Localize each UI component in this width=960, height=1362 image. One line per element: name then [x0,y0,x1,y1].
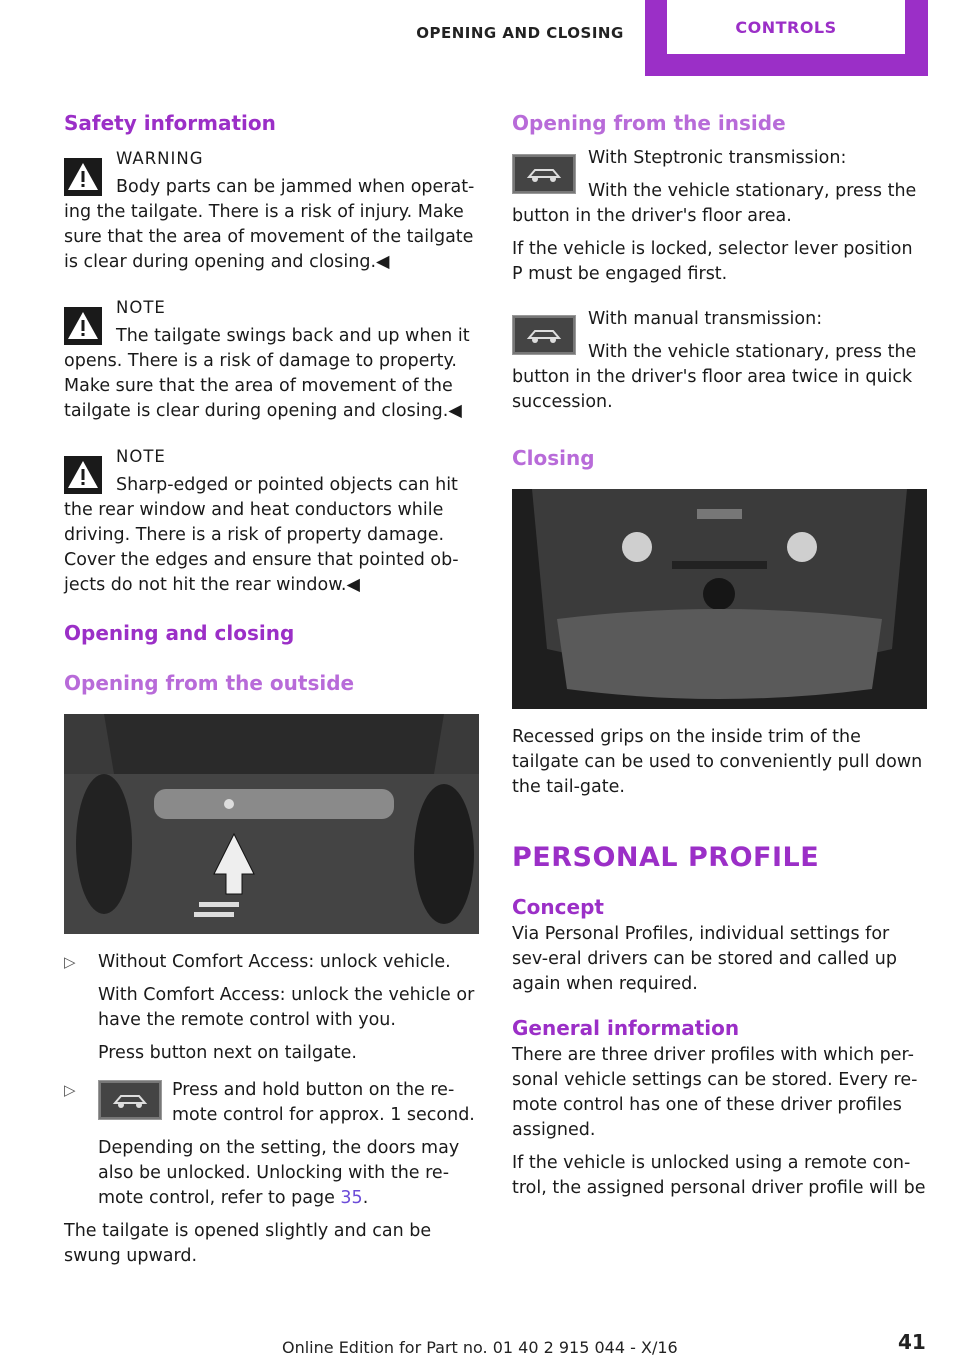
inside-heading: Opening from the inside [512,111,786,135]
figure-caption: Recessed grips on the inside trim of the tailgate can be used to conveniently pull down the tail-gate. [512,727,923,797]
paragraph: The tailgate is opened slightly and can be swung upward. [64,1221,432,1266]
bullet-text [98,1136,479,1211]
warning-triangle-icon [64,158,102,196]
left-column [64,108,479,1269]
steptronic-row [512,146,927,179]
tailgate-button-icon [512,154,576,194]
paragraph: With manual transmission: [588,309,823,329]
paragraph: With the vehicle stationary, press the button in the driver's floor area twice in quick succession. [512,342,917,412]
page-number: 41 [898,1330,926,1354]
notice-title: NOTE [116,447,166,466]
warning-triangle-icon [64,456,102,494]
notice-body: Sharp-edged or pointed objects can hit the rear window and heat conductors while driving. There is a risk of property damage. Cover the edges and ensure that pointed ob-jects do not hit the rear window.◀ [64,475,459,595]
chapter-tab[interactable] [645,0,928,76]
bullet-icon: ▷ [64,1081,76,1099]
paragraph: With Steptronic transmission: [588,148,847,168]
notice-title: NOTE [116,298,166,317]
right-column [512,108,927,1201]
chapter-tab-label: CONTROLS [667,0,905,54]
note-notice [64,444,479,598]
notice-title: WARNING [116,149,204,168]
list-item [64,950,479,1066]
notice-body: Body parts can be jammed when operat-ing the tailgate. There is a risk of injury. Make sure that the area of movement of the tailgate is clear during opening and closing.◀ [64,177,475,272]
paragraph: With the vehicle stationary, press the button in the driver's floor area. [512,181,917,226]
closing-heading: Closing [512,446,595,470]
note-notice [64,295,479,424]
tailgate-exterior-photo [64,714,479,934]
bullet-text: With Comfort Access: unlock the vehicle or have the remote control with you. [98,985,475,1030]
tailgate-interior-photo [512,489,927,709]
list-item [64,1078,479,1211]
safety-heading: Safety information [64,111,276,135]
bullet-text: Without Comfort Access: unlock vehicle. [98,952,451,972]
notice-body: The tailgate swings back and up when it opens. There is a risk of damage to property. Make sure that the area of movement of the tailgate is clear during opening and closing.◀ [64,326,470,421]
paragraph: If the vehicle is locked, selector lever position P must be engaged first. [512,239,913,284]
section-title: OPENING AND CLOSING [416,24,624,42]
warning-triangle-icon [64,307,102,345]
page-link[interactable]: 35 [340,1188,363,1208]
paragraph: There are three driver profiles with which per-sonal vehicle settings can be stored. Every re-mote control has one of these driver profiles assigned. [512,1045,918,1140]
concept-heading: Concept [512,895,604,919]
bullet-icon: ▷ [64,953,76,971]
general-info-heading: General information [512,1016,740,1040]
tailgate-button-icon [512,315,576,355]
bullet-text-post: . [362,1188,369,1208]
edition-text: Online Edition for Part no. 01 40 2 915 044 - X/16 [282,1338,678,1357]
paragraph: If the vehicle is unlocked using a remote con-trol, the assigned personal driver profile will be [512,1153,926,1198]
personal-profile-heading: PERSONAL PROFILE [512,842,820,873]
bullet-text: Press button next on tailgate. [98,1043,357,1063]
remote-button-row [98,1078,479,1128]
outside-heading: Opening from the outside [64,671,355,695]
manual-row [512,307,927,340]
bullet-text: Press and hold button on the re-mote control for approx. 1 second. [172,1080,475,1125]
warning-notice [64,146,479,275]
opening-closing-heading: Opening and closing [64,621,295,645]
bullet-text-pre: Depending on the setting, the doors may also be unlocked. Unlocking with the re-mote control, refer to page [98,1138,460,1208]
paragraph: Via Personal Profiles, individual settings for sev-eral drivers can be stored and called up again when required. [512,924,897,994]
tailgate-button-icon [98,1080,162,1120]
